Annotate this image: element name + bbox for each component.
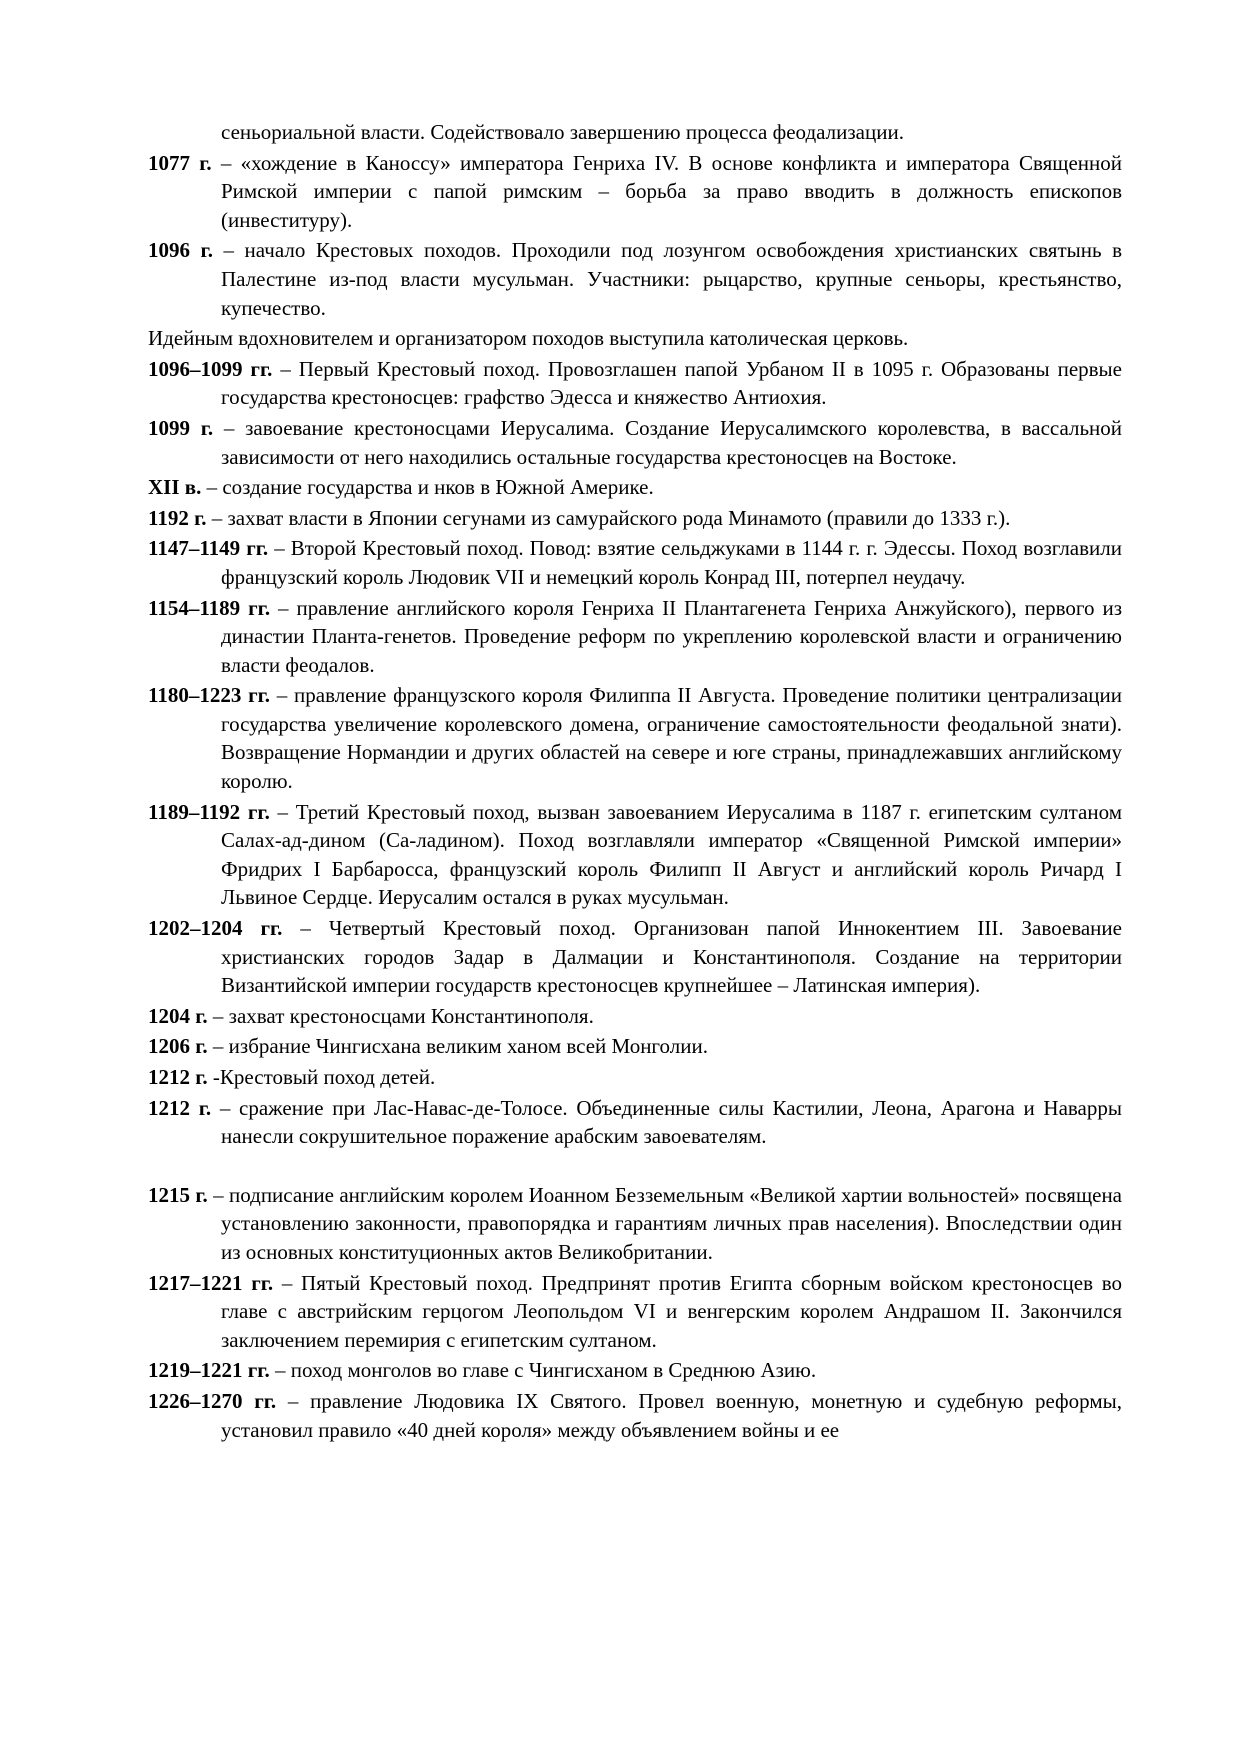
entry-text: – захват крестоносцами Константинополя. [212,1003,594,1028]
entry-text: – правление английского короля Генриха II Плантагенета Генриха Анжуйского), первого из династии Планта-генетов. Проведение реформ по укреплению королевской власти и ограничению власти феодалов. [221,595,1123,677]
entry-1226-1270 [148,1387,1122,1444]
entry-1212-childrens-crusade [148,1063,1122,1092]
entry-1206 [148,1032,1122,1061]
chronology-text [148,118,1122,1446]
entry-text: – завоевание крестоносцами Иерусалима. Создание Иерусалимского королевства, в вассальной зависимости от него находились остальные государства крестоносцев на Востоке. [221,415,1122,469]
entry-date: 1215 г. [148,1182,208,1207]
entry-1154-1189 [148,594,1122,680]
entry-text: – избрание Чингисхана великим ханом всей Монголии. [212,1034,708,1059]
entry-date: 1226–1270 гг. [148,1388,277,1413]
lead-continuation: сеньориальной власти. Содействовало завершению процесса феодализации. [221,120,904,144]
entry-text: – поход монголов во главе с Чингисханом в Среднюю Азию. [274,1358,817,1383]
entry-1099 [148,414,1122,471]
entry-text: – начало Крестовых походов. Проходили под лозунгом освобождения христианских святынь в Палестине из-под власти мусульман. Участники: рыцарство, крупные сеньоры, крестьянство, купечество. [221,238,1123,320]
entry-date: 1204 г. [148,1003,208,1028]
entry-1096-1099 [148,355,1122,412]
entry-date: 1099 г. [148,415,214,440]
entry-date: 1202–1204 гг. [148,916,283,941]
entry-xii-century [148,473,1122,502]
entry-1189-1192 [148,798,1122,912]
entry-date: 1219–1221 гг. [148,1358,270,1383]
entry-text: – подписание английским королем Иоанном Безземельным «Великой хартии вольностей» посвящена установлению законности, правопорядка и гарантиям личных прав населения). Впоследствии один из основных конституционных актов Великобритании. [213,1182,1123,1264]
entry-text: – правление французского короля Филиппа II Августа. Проведение политики централизации государства увеличение королевского домена, ограничение самостоятельности феодальной знати). Возвращение Нормандии и других областей на севере и юге страны, принадлежавших английскому королю. [221,683,1122,794]
entry-date: 1180–1223 гг. [148,683,271,708]
entry-1180-1223 [148,681,1122,795]
entry-date: 1077 г. [148,150,212,175]
entry-text: – Пятый Крестовый поход. Предпринят против Египта сборным войском крестоносцев во главе с австрийским герцогом Леопольдом VI и венгерским королем Андрашом II. Закончился заключением перемирия с египетским султаном. [221,1270,1122,1352]
entry-1147-1149 [148,534,1122,591]
entry-1202-1204 [148,914,1122,1000]
entry-1215 [148,1181,1122,1267]
entry-1192 [148,504,1122,533]
entry-date: 1096 г. [148,238,213,263]
entry-1077 [148,149,1122,235]
entry-1217-1221 [148,1269,1122,1355]
entry-text: – Второй Крестовый поход. Повод: взятие сельджуками в 1144 г. г. Эдессы. Поход возглавили французский король Людовик VII и немецкий король Конрад III, потерпел неудачу. [221,536,1123,589]
entry-date: 1206 г. [148,1034,208,1059]
entry-text: – Третий Крестовый поход, вызван завоеванием Иерусалима в 1187 г. египетским султаном Салах-ад-дином (Са-ладином). Поход возглавляли император «Священной Римской империи» Фридрих I Барбаросса, французский король Филипп II Август и английский король Ричард I Львиное Сердце. Иерусалим остался в руках мусульман. [221,799,1122,910]
entry-text: -Крестовый поход детей. [212,1065,436,1089]
entry-text: – «хождение в Каноссу» императора Генриха IV. В основе конфликта и императора Священной Римской империи с папой римским – борьба за право вводить в должность епископов (инвеституру). [220,150,1123,232]
entry-text: – захват власти в Японии сегунами из самурайского рода Минамото (правили до 1333 г.). [211,505,1011,530]
entry-date: 1147–1149 гг. [148,536,269,561]
entry-text: – правление Людовика IX Святого. Провел военную, монетную и судебную реформы, установил правило «40 дней короля» между объявлением войны и ее [221,1388,1122,1442]
entry-text: – Четвертый Крестовый поход. Организован папой Иннокентием III. Завоевание христианских городов Задар в Далмации и Константинополя. Создание на территории Византийской империи государств крестоносцев крупнейшее – Латинская империя). [221,916,1122,998]
entry-date: 1212 г. [148,1065,208,1089]
entry-date: XII в. [148,475,202,500]
paragraph-gap [148,1153,1122,1181]
entry-text: – Первый Крестовый поход. Провозглашен папой Урбаном II в 1095 г. Образованы первые государства крестоносцев: графство Эдесса и княжество Антиохия. [221,356,1122,410]
entry-date: 1189–1192 гг. [148,799,270,824]
entry-text: – сражение при Лас-Навас-де-Толосе. Объединенные силы Кастилии, Леона, Арагона и Наварры нанесли сокрушительное поражение арабским завоевателям. [219,1095,1122,1149]
entry-1204 [148,1002,1122,1031]
entry-date: 1217–1221 гг. [148,1270,274,1295]
entry-date: 1154–1189 гг. [148,595,271,620]
entry-text: – создание государства и нков в Южной Америке. [206,475,654,500]
entry-date: 1096–1099 гг. [148,356,273,381]
entry-date: 1192 г. [148,505,207,530]
entry-1219-1221 [148,1356,1122,1385]
plain-note: Идейным вдохновителем и организатором походов выступила католическая церковь. [148,326,909,351]
entry-1096 [148,236,1122,322]
entry-date: 1212 г. [148,1095,212,1120]
entry-1212-las-navas [148,1094,1122,1151]
